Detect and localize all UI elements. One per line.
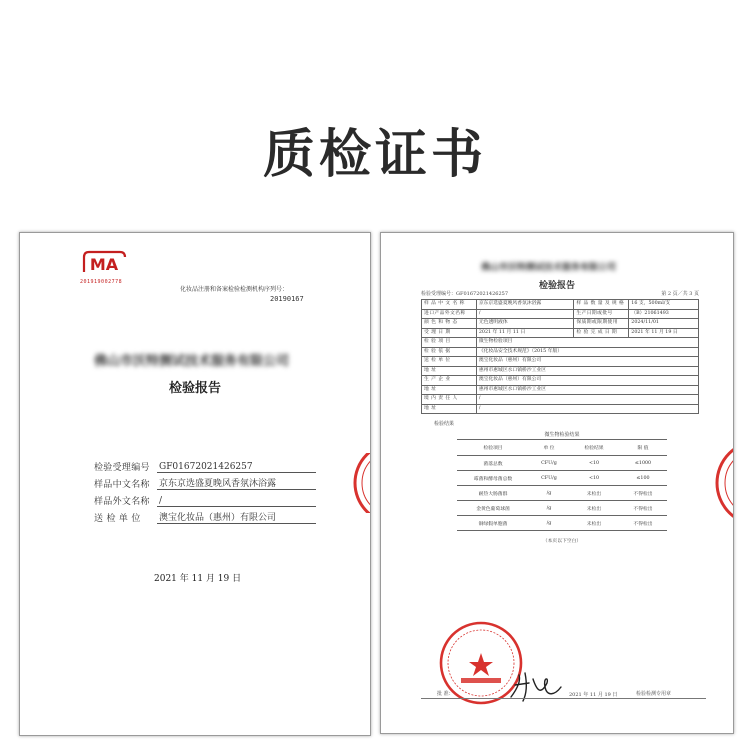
ma-mark: MA xyxy=(89,255,119,274)
result-cell: /g xyxy=(529,486,569,501)
info-row xyxy=(422,309,699,319)
info-label: 样 品 数 量 及 规 格 xyxy=(574,300,629,310)
info-value: 微生物检验项目 xyxy=(476,338,698,348)
cover-heading: 检验报告 xyxy=(168,381,221,396)
registration-line: 化妆品注册和备案检验检测机构序列号： xyxy=(180,286,289,293)
info-label: 生 产 企 业 xyxy=(422,376,477,386)
footer-approve: 批 准： xyxy=(437,691,454,697)
info-label: 颜 色 和 物 态 xyxy=(422,319,477,329)
info-value: 2021 年 11 月 11 日 xyxy=(476,328,573,338)
cover-field-row xyxy=(94,473,316,490)
report-results-sheet xyxy=(380,232,734,734)
result-cell: 不得检出 xyxy=(619,486,667,501)
red-seal-edge xyxy=(351,453,371,513)
info-row xyxy=(422,357,699,367)
field-value: GF01672021426257 xyxy=(157,462,316,473)
results-row xyxy=(457,486,667,501)
column-header: 检验结果 xyxy=(569,440,619,456)
results-row xyxy=(457,516,667,531)
result-cell: /g xyxy=(529,516,569,531)
result-cell: <10 xyxy=(569,471,619,486)
field-label: 送 检 单 位 xyxy=(94,514,141,524)
info-label: 境 内 责 任 人 xyxy=(422,395,477,405)
org-name-blurred: 佛山市沃特测试技术服务有限公司 xyxy=(94,354,290,369)
info-label: 检 验 依 据 xyxy=(422,347,477,357)
result-cell: 菌落总数 xyxy=(457,456,529,471)
cma-logo xyxy=(78,248,130,278)
info-value: 澳宝化妆品（惠州）有限公司 xyxy=(476,376,698,386)
result-cell: 不得检出 xyxy=(619,501,667,516)
info-value: / xyxy=(476,309,573,319)
info-label: 地 址 xyxy=(422,366,477,376)
info-value: （B）21061493 xyxy=(629,309,699,319)
result-cell: ≤100 xyxy=(619,471,667,486)
column-header: 限 值 xyxy=(619,440,667,456)
footer-date: 2021 年 11 月 19 日 xyxy=(569,692,618,698)
column-header: 单 位 xyxy=(529,440,569,456)
field-label: 检验受理编号 xyxy=(94,463,150,473)
cover-field-row xyxy=(94,507,316,524)
info-label: 保质期或限期使用 xyxy=(574,319,629,329)
info-value: 无色透明液体 xyxy=(476,319,573,329)
result-cell: 未检出 xyxy=(569,516,619,531)
cover-fields xyxy=(94,456,316,524)
cover-field-row xyxy=(94,456,316,473)
info-label: 生产日期或批号 xyxy=(574,309,629,319)
info-row xyxy=(422,376,699,386)
info-value: / xyxy=(476,395,698,405)
results-row xyxy=(457,471,667,486)
cover-field-row xyxy=(94,490,316,507)
footer-stamp-label: 检验检测专用章 xyxy=(636,691,672,697)
registration-number: 20190167 xyxy=(270,295,304,303)
info-label: 进口产品外文名称 xyxy=(422,309,477,319)
info-label: 地 址 xyxy=(422,404,477,414)
org-name-blurred: 佛山市沃特测试技术服务有限公司 xyxy=(481,263,617,273)
info-row xyxy=(422,366,699,376)
result-cell: 耐热大肠菌群 xyxy=(457,486,529,501)
sample-info-table xyxy=(421,299,699,414)
result-cell: 未检出 xyxy=(569,501,619,516)
info-value: 惠州市惠城区水口镇桥沙工业区 xyxy=(476,366,698,376)
report-cover-sheet xyxy=(19,232,371,736)
result-cell: ≤1000 xyxy=(619,456,667,471)
result-cell: CFU/g xyxy=(529,456,569,471)
report-title: 检验报告 xyxy=(538,281,575,291)
results-table xyxy=(457,439,667,531)
info-value: 惠州市惠城区水口镇桥沙工业区 xyxy=(476,385,698,395)
report-header-right: 第 2 页／共 3 页 xyxy=(661,291,699,297)
info-label: 受 理 日 期 xyxy=(422,328,477,338)
red-seal-edge xyxy=(715,438,733,528)
result-cell: 霉菌和酵母菌总数 xyxy=(457,471,529,486)
info-value: 澳宝化妆品（惠州）有限公司 xyxy=(476,357,698,367)
info-row xyxy=(422,404,699,414)
test-results-label: 检验结果 xyxy=(434,421,455,427)
column-header: 检验项目 xyxy=(457,440,529,456)
result-cell: /g xyxy=(529,501,569,516)
result-cell: 金黄色葡萄球菌 xyxy=(457,501,529,516)
info-label: 检 验 项 目 xyxy=(422,338,477,348)
info-value: 16 支，500ml/支 xyxy=(629,300,699,310)
info-row xyxy=(422,300,699,310)
ma-reg-number: 201919002778 xyxy=(80,279,123,285)
info-label: 样 品 中 文 名 称 xyxy=(422,300,477,310)
field-value: 京东京选盛夏晚风香氛沐浴露 xyxy=(157,476,316,490)
info-row xyxy=(422,347,699,357)
field-value: / xyxy=(157,496,316,507)
result-cell: 不得检出 xyxy=(619,516,667,531)
signature xyxy=(507,669,567,705)
result-cell: 铜绿假单胞菌 xyxy=(457,516,529,531)
info-label: 检 验 完 成 日 期 xyxy=(574,328,629,338)
info-value: 京东京选盛夏晚风香氛沐浴露 xyxy=(476,300,573,310)
results-row xyxy=(457,456,667,471)
footer-divider xyxy=(421,698,706,699)
cover-date: 2021 年 11 月 19 日 xyxy=(154,574,242,584)
info-row xyxy=(422,385,699,395)
info-row xyxy=(422,395,699,405)
info-label: 送 检 单 位 xyxy=(422,357,477,367)
info-value: 2021 年 11 月 19 日 xyxy=(629,328,699,338)
results-row xyxy=(457,501,667,516)
results-header-row xyxy=(457,440,667,456)
info-row xyxy=(422,328,699,338)
info-label: 地 址 xyxy=(422,385,477,395)
info-row xyxy=(422,319,699,329)
field-label: 样品外文名称 xyxy=(94,497,150,507)
results-end-note: （本页以下空白） xyxy=(542,539,582,544)
result-cell: 未检出 xyxy=(569,486,619,501)
results-title: 微生物检验结果 xyxy=(544,432,580,438)
info-value: 《化妆品安全技术规范》（2015 年版） xyxy=(476,347,698,357)
result-cell: <10 xyxy=(569,456,619,471)
info-row xyxy=(422,338,699,348)
result-cell: CFU/g xyxy=(529,471,569,486)
field-value: 澳宝化妆品（惠州）有限公司 xyxy=(157,510,316,524)
field-label: 样品中文名称 xyxy=(94,480,150,490)
info-value: 2024/11/01 xyxy=(629,319,699,329)
info-value: / xyxy=(476,404,698,414)
page-title: 质检证书 xyxy=(262,125,487,185)
report-header-left: 检验受理编号：GF01672021426257 xyxy=(421,291,509,297)
